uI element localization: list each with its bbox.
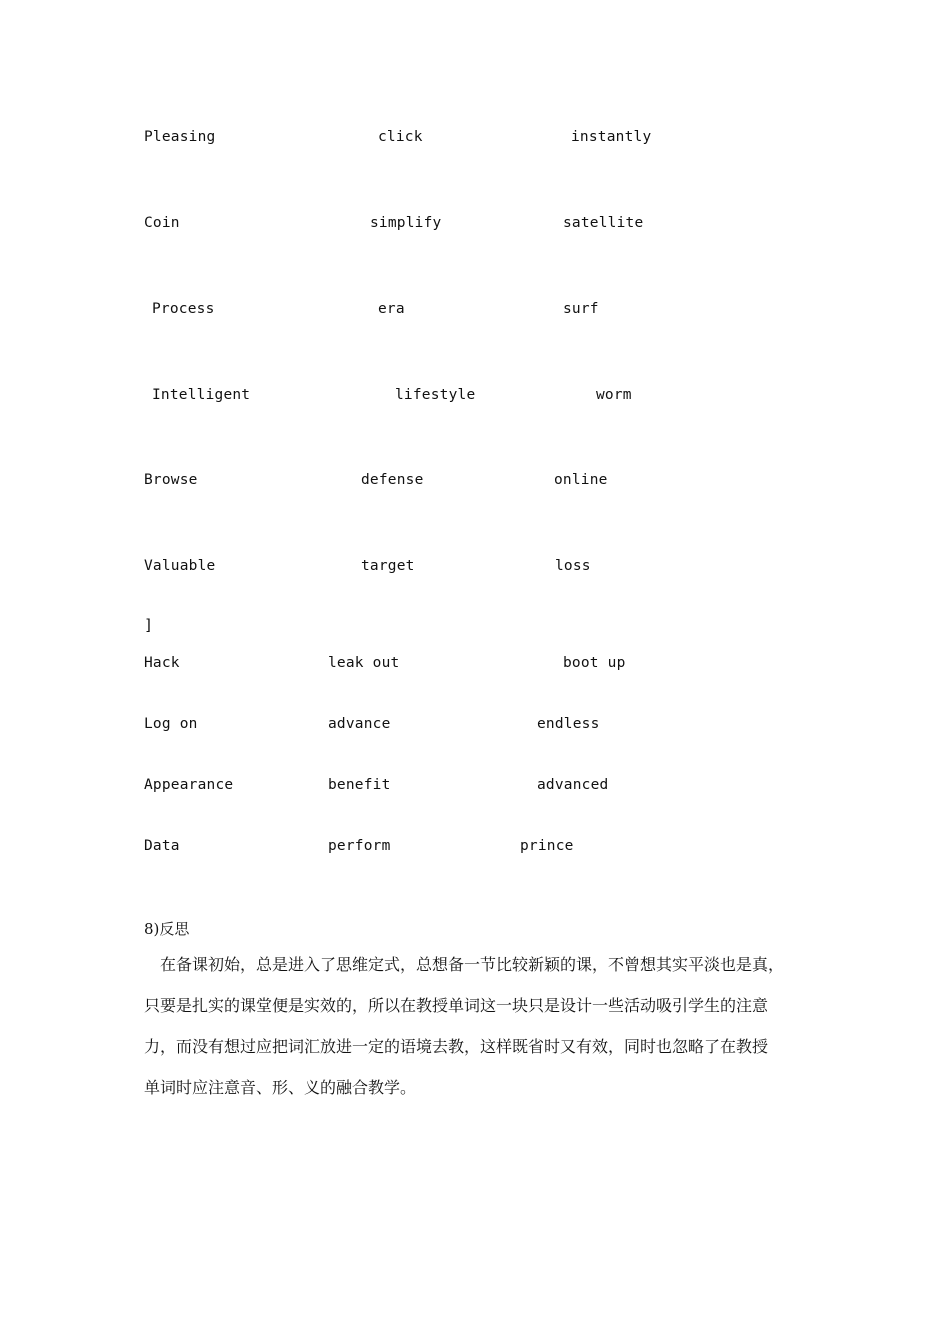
vocab-word: click <box>378 129 423 145</box>
vocab-word: defense <box>361 472 424 488</box>
vocab-word: online <box>554 472 608 488</box>
vocab-word: Browse <box>144 472 198 488</box>
vocab-word: Data <box>144 838 180 854</box>
paragraph-line: 只要是扎实的课堂便是实效的，所以在教授单词这一块只是设计一些活动吸引学生的注意 <box>144 996 769 1015</box>
vocab-word: Valuable <box>144 558 216 574</box>
vocab-word: Log on <box>144 716 198 732</box>
paragraph-line: 在备课初始，总是进入了思维定式，总想备一节比较新颖的课，不曾想其实平淡也是真， <box>144 955 785 974</box>
vocab-word: leak out <box>328 655 400 671</box>
vocab-word: era <box>378 301 405 317</box>
vocab-word: satellite <box>563 215 644 231</box>
vocab-word: loss <box>555 558 591 574</box>
vocab-word: Intelligent <box>152 387 251 403</box>
paragraph-line: 力，而没有想过应把词汇放进一定的语境去教，这样既省时又有效，同时也忽略了在教授 <box>144 1037 769 1056</box>
paragraph-line: 单词时应注意音、形、义的融合教学。 <box>144 1078 417 1097</box>
reflection-paragraph <box>144 944 834 1108</box>
vocab-word: Appearance <box>144 777 234 793</box>
vocab-word: Pleasing <box>144 129 216 145</box>
section-heading: 8)反思 <box>144 920 190 938</box>
vocab-word: worm <box>596 387 632 403</box>
vocab-word: surf <box>563 301 599 317</box>
vocab-word: advanced <box>537 777 609 793</box>
vocab-word: target <box>361 558 415 574</box>
vocab-word: lifestyle <box>395 387 476 403</box>
vocab-word: Process <box>152 301 215 317</box>
vocab-word: instantly <box>571 129 652 145</box>
vocab-word: Hack <box>144 655 180 671</box>
vocab-word: perform <box>328 838 391 854</box>
vocab-word: simplify <box>370 215 442 231</box>
vocab-word: endless <box>537 716 600 732</box>
vocab-word: benefit <box>328 777 391 793</box>
vocab-word: advance <box>328 716 391 732</box>
stray-bracket: ] <box>144 616 154 634</box>
vocab-word: boot up <box>563 655 626 671</box>
vocab-word: Coin <box>144 215 180 231</box>
vocab-word: prince <box>520 838 574 854</box>
